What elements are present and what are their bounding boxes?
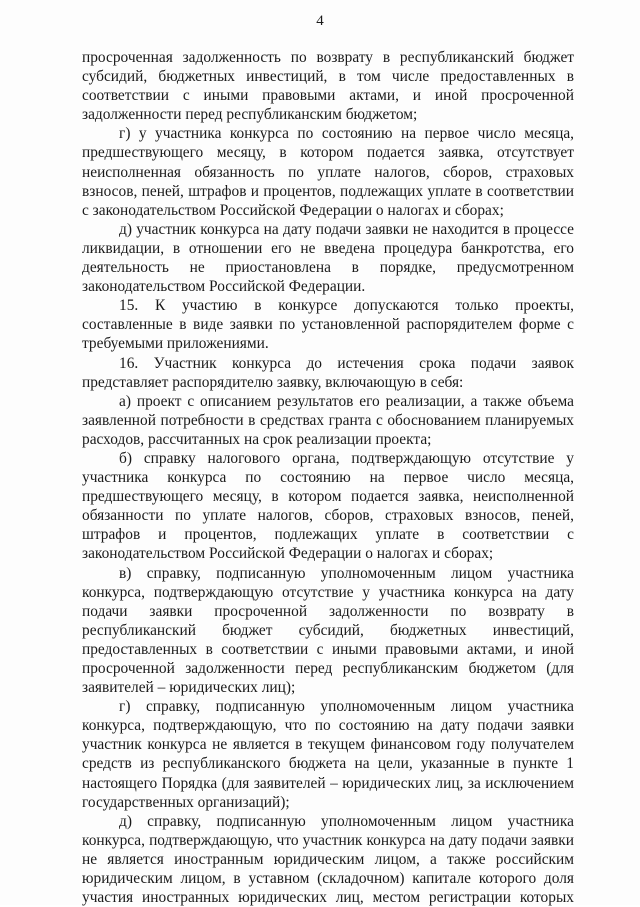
paragraph-item-d2: д) справку, подписанную уполномоченным лицом участника конкурса, подтверждающую, что участник конкурса на дату подачи заявки не является иностранным юридическим лицом, а также российским юридическим лицом, в уставном (складочном) капитале которого доля участия иностранных юридических лиц, местом регистрации которых <box>82 812 574 907</box>
paragraph-item-v: в) справку, подписанную уполномоченным лицом участника конкурса, подтверждающую отсутствие у участника конкурса на дату подачи заявки просроченной задолженности по возврату в республиканский бюджет субсидий, бюджетных инвестиций, предоставленных в соответствии с иными правовыми актами, и иной просроченной задолженности перед республиканским бюджетом (для заявителей – юридических лиц); <box>82 564 574 697</box>
paragraph-item-d: д) участник конкурса на дату подачи заявки не находится в процессе ликвидации, в отношении его не введена процедура банкротства, его деятельность не приостановлена в порядке, предусмотренном законодательством Российской Федерации. <box>82 220 574 296</box>
document-body <box>82 48 574 907</box>
paragraph-item-b: б) справку налогового органа, подтверждающую отсутствие у участника конкурса по состоянию на первое число месяца, предшествующего месяцу, в котором подается заявка, неисполненной обязанности по уплате налогов, сборов, страховых взносов, пеней, штрафов и процентов, подлежащих уплате в соответствии с законодательством Российской Федерации о налогах и сборах; <box>82 449 574 563</box>
paragraph-continuation: просроченная задолженность по возврату в республиканский бюджет субсидий, бюджетных инвестиций, в том числе предоставленных в соответствии с иными правовыми актами, и иной просроченной задолженности перед республиканским бюджетом; <box>82 49 574 124</box>
paragraph-item-g: г) у участника конкурса по состоянию на первое число месяца, предшествующего месяцу, в котором подается заявка, отсутствует неисполненная обязанность по уплате налогов, сборов, страховых взносов, пеней, штрафов и процентов, подлежащих уплате в соответствии с законодательством Российской Федерации о налогах и сборах; <box>82 125 574 219</box>
page-number: 4 <box>316 13 324 29</box>
paragraph-clause-16: 16. Участник конкурса до истечения срока подачи заявок представляет распорядителю заявку, включающую в себя: <box>82 354 574 391</box>
paragraph-item-a: а) проект с описанием результатов его реализации, а также объема заявленной потребности в средствах гранта с обоснованием планируемых расходов, рассчитанных на срок реализации проекта; <box>82 392 574 448</box>
paragraph-item-g2: г) справку, подписанную уполномоченным лицом участника конкурса, подтверждающую, что по состоянию на дату подачи заявки участник конкурса не является в текущем финансовом году получателем средств из республиканского бюджета на цели, указанные в пункте 1 настоящего Порядка (для заявителей – юридических лиц, за исключением государственных организаций); <box>82 698 574 811</box>
paragraph-clause-15: 15. К участию в конкурсе допускаются только проекты, составленные в виде заявки по установленной распорядителем форме с требуемыми приложениями. <box>82 297 574 353</box>
